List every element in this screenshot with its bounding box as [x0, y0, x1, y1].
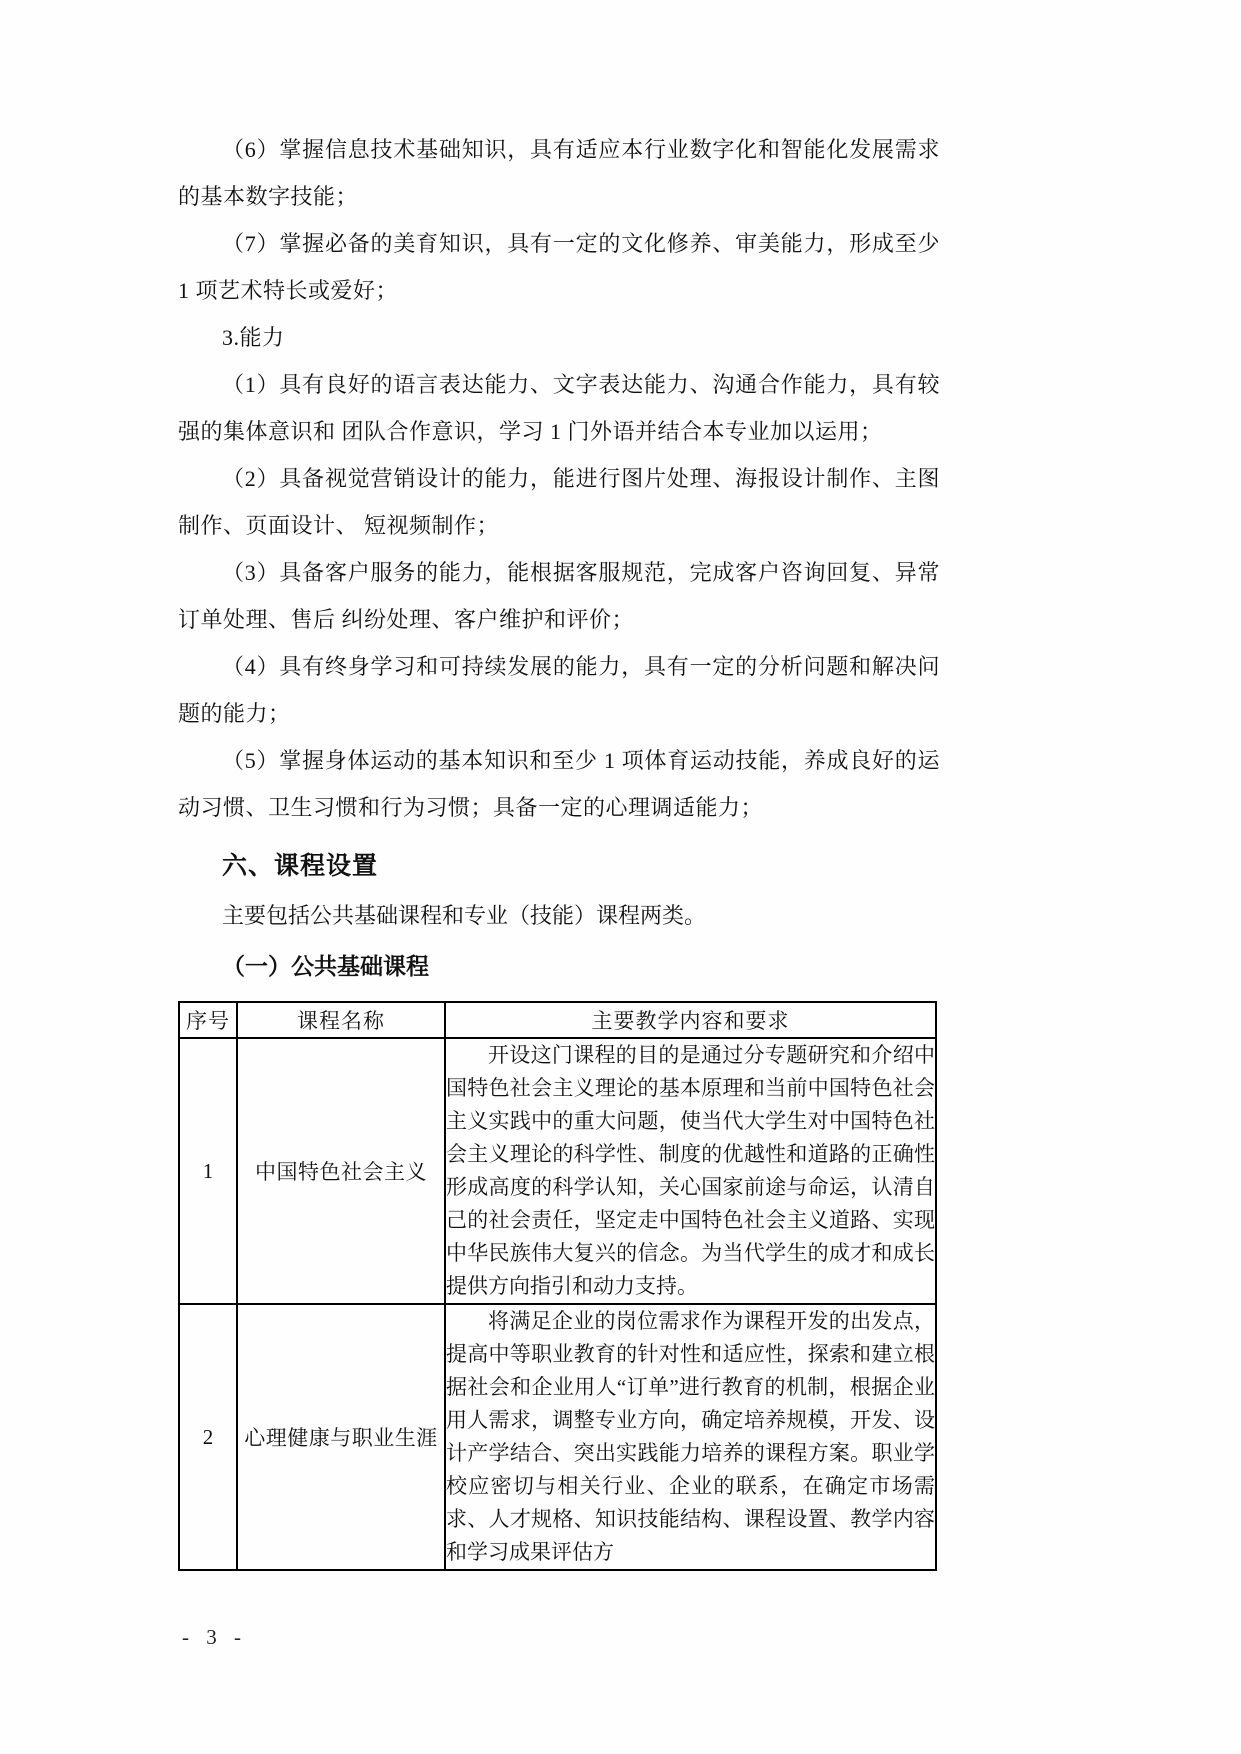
subsection-heading: （一）公共基础课程 — [222, 953, 429, 979]
header-cell-course-name: 课程名称 — [237, 1002, 445, 1038]
course-name-cell: 心理健康与职业生涯 — [237, 1304, 445, 1570]
course-table — [178, 1001, 937, 1571]
course-content-cell: 将满足企业的岗位需求作为课程开发的出发点，提高中等职业教育的针对性和适应性，探索和建立根据社会和企业用人“订单”进行教育的机制，根据企业用人需求，调整专业方向，确定培养规模，开发、设计产学结合、突出实践能力培养的课程方案。职业学校应密切与相关行业、企业的联系，在确定市场需求、人才规格、知识技能结构、课程设置、教学内容和学习成果评估方 — [445, 1304, 936, 1570]
body-paragraph: 3.能力 — [222, 325, 285, 350]
row-number-cell: 2 — [179, 1304, 237, 1570]
body-paragraph: （5）掌握身体运动的基本知识和至少 1 项体育运动技能，养成良好的运动习惯、卫生习惯和行为习惯；具备一定的心理调适能力； — [178, 748, 940, 820]
page-number: - 3 - — [182, 1625, 247, 1649]
header-cell-number: 序号 — [179, 1002, 237, 1038]
header-cell-teaching-content: 主要教学内容和要求 — [445, 1002, 936, 1038]
body-paragraph: （2）具备视觉营销设计的能力，能进行图片处理、海报设计制作、主图制作、页面设计、 短视频制作； — [178, 466, 940, 538]
body-paragraph: （1）具有良好的语言表达能力、文字表达能力、沟通合作能力，具有较强的集体意识和 团队合作意识，学习 1 门外语并结合本专业加以运用； — [178, 372, 940, 444]
body-paragraph: （6）掌握信息技术基础知识，具有适应本行业数字化和智能化发展需求的基本数字技能； — [178, 137, 940, 209]
row-number-cell: 1 — [179, 1038, 237, 1304]
body-paragraph: （3）具备客户服务的能力，能根据客服规范，完成客户咨询回复、异常订单处理、售后 纠纷处理、客户维护和评价； — [178, 560, 940, 632]
course-content-cell: 开设这门课程的目的是通过分专题研究和介绍中国特色社会主义理论的基本原理和当前中国特色社会主义实践中的重大问题，使当代大学生对中国特色社会主义理论的科学性、制度的优越性和道路的正确性形成高度的科学认知，关心国家前途与命运，认清自己的社会责任，坚定走中国特色社会主义道路、实现中华民族伟大复兴的信念。为当代学生的成才和成长提供方向指引和动力支持。 — [445, 1038, 936, 1304]
body-paragraph: （4）具有终身学习和可持续发展的能力，具有一定的分析问题和解决问题的能力； — [178, 654, 940, 726]
table-row — [179, 1304, 936, 1570]
table-row — [179, 1038, 936, 1304]
section-heading: 六、课程设置 — [222, 852, 379, 880]
body-paragraph: （7）掌握必备的美育知识，具有一定的文化修养、审美能力，形成至少 1 项艺术特长或爱好； — [178, 231, 940, 303]
intro-paragraph: 主要包括公共基础课程和专业（技能）课程两类。 — [222, 903, 707, 928]
table-header-row — [179, 1002, 936, 1038]
page-content — [178, 126, 940, 1571]
course-name-cell: 中国特色社会主义 — [237, 1038, 445, 1304]
